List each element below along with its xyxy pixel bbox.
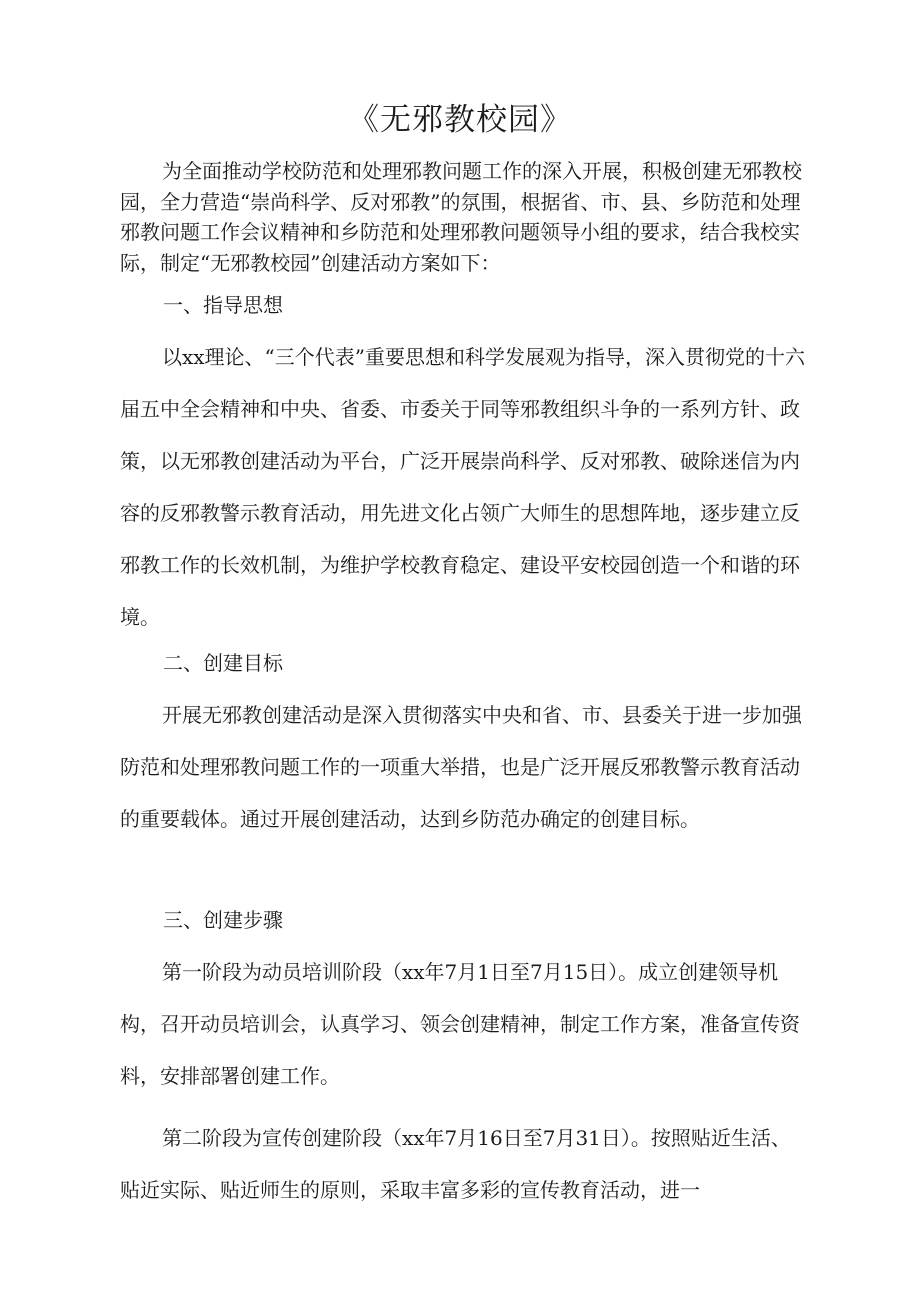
document-title: 《无邪教校园》 bbox=[348, 102, 572, 138]
section-2-paragraph: 开展无邪教创建活动是深入贯彻落实中央和省、市、县委关于进一步加强防范和处理邪教问题工作的一项重大举措，也是广泛开展反邪教警示教育活动的重要载体。通过开展创建活动，达到乡防范办确定的创建目标。 bbox=[120, 703, 802, 831]
section-1-paragraph: 以xx理论、“三个代表”重要思想和科学发展观为指导，深入贯彻党的十六届五中全会精神和中央、省委、市委关于同等邪教组织斗争的一系列方针、政策，以无邪教创建活动为平台，广泛开展崇尚科学、反对邪教、破除迷信为内容的反邪教警示教育活动，用先进文化占领广大师生的思想阵地，逐步建立反邪教工作的长效机制，为维护学校教育稳定、建设平安校园创造一个和谐的环境。 bbox=[120, 345, 806, 629]
intro-paragraph: 为全面推动学校防范和处理邪教问题工作的深入开展，积极创建无邪教校园，全力营造“崇尚科学、反对邪教”的氛围，根据省、市、县、乡防范和处理邪教问题工作会议精神和乡防范和处理邪教问题领导小组的要求，结合我校实际，制定“无邪教校园”创建活动方案如下： bbox=[120, 159, 802, 275]
section-heading-guiding-ideology: 一、指导思想 bbox=[163, 293, 283, 317]
section-heading-creation-steps: 三、创建步骤 bbox=[163, 908, 283, 932]
section-heading-creation-goals: 二、创建目标 bbox=[163, 651, 283, 675]
section-3-paragraph-stage-2: 第二阶段为宣传创建阶段（xx年7月16日至7月31日）。按照贴近生活、贴近实际、贴近师生的原则，采取丰富多彩的宣传教育活动，进一 bbox=[120, 1126, 791, 1202]
section-3-paragraph-stage-1: 第一阶段为动员培训阶段（xx年7月1日至7月15日）。成立创建领导机构，召开动员培训会，认真学习、领会创建精神，制定工作方案，准备宣传资料，安排部署创建工作。 bbox=[120, 960, 800, 1088]
